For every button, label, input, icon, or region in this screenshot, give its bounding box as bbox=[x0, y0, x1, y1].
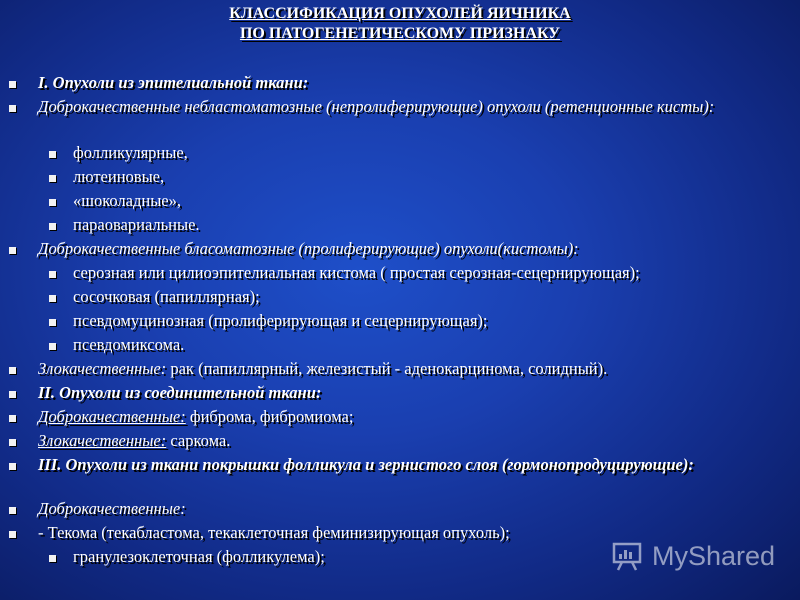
item-text: фиброма, фибромиома; bbox=[185, 407, 354, 426]
item-text: Доброкачественные бласоматозные (пролиферирующие) опухоли(кистомы): bbox=[38, 239, 579, 258]
bullet-icon bbox=[9, 531, 16, 538]
bullet-icon bbox=[9, 507, 16, 514]
list-item bbox=[38, 456, 788, 473]
bullet-icon bbox=[49, 343, 56, 350]
presentation-board-icon bbox=[612, 540, 646, 572]
bullet-icon bbox=[9, 391, 16, 398]
bullet-icon bbox=[9, 463, 16, 470]
list-item bbox=[38, 384, 788, 401]
bullet-icon bbox=[9, 439, 16, 446]
item-text: II. Опухоли из соединительной ткани: bbox=[38, 383, 322, 402]
list-item bbox=[38, 240, 788, 257]
item-text: I. Опухоли из эпителиальной ткани: bbox=[38, 73, 309, 92]
list-item bbox=[38, 408, 788, 425]
item-text: псевдомуцинозная (пролиферирующая и сецернирующая); bbox=[73, 311, 488, 330]
item-text: «шоколадные», bbox=[73, 191, 181, 210]
list-item bbox=[73, 168, 788, 185]
list-item bbox=[38, 98, 788, 115]
list-item bbox=[73, 312, 788, 329]
item-text: - Текома (текабластома, текаклеточная феминизирующая опухоль); bbox=[38, 523, 510, 542]
item-text: лютеиновые, bbox=[73, 167, 165, 186]
list-item bbox=[73, 336, 788, 353]
title-line-1: КЛАССИФИКАЦИЯ ОПУХОЛЕЙ ЯИЧНИКА bbox=[229, 5, 571, 22]
list-item bbox=[73, 264, 788, 281]
item-text: параовариальные. bbox=[73, 215, 200, 234]
item-label: Злокачественные: bbox=[38, 359, 167, 378]
bullet-icon bbox=[49, 295, 56, 302]
list-item bbox=[73, 288, 788, 305]
bullet-icon bbox=[9, 415, 16, 422]
bullet-icon bbox=[49, 175, 56, 182]
title-line-2: ПО ПАТОГЕНЕТИЧЕСКОМУ ПРИЗНАКУ bbox=[239, 25, 561, 42]
watermark-text: MyShared bbox=[652, 541, 776, 571]
watermark bbox=[612, 540, 792, 574]
list-item bbox=[73, 192, 788, 209]
list-item bbox=[38, 360, 788, 377]
bullet-icon bbox=[9, 247, 16, 254]
item-label: Доброкачественные: bbox=[38, 407, 186, 426]
bullet-icon bbox=[9, 105, 16, 112]
list-item bbox=[38, 500, 788, 517]
bullet-icon bbox=[49, 199, 56, 206]
item-text: сосочковая (папиллярная); bbox=[73, 287, 260, 306]
item-text: гранулезоклеточная (фолликулема); bbox=[73, 547, 325, 566]
list-item bbox=[38, 432, 788, 449]
list-item bbox=[38, 524, 788, 541]
item-text: Доброкачественные: bbox=[38, 499, 186, 518]
item-text: Доброкачественные небластоматозные (непролиферирующие) опухоли (ретенционные кисты): bbox=[38, 97, 715, 116]
bullet-icon bbox=[49, 151, 56, 158]
item-text: псевдомиксома. bbox=[73, 335, 185, 354]
slide-title bbox=[0, 4, 800, 44]
bullet-icon bbox=[49, 555, 56, 562]
item-text: рак (папиллярный, железистый - аденокарцинома, солидный). bbox=[166, 359, 608, 378]
list-item bbox=[73, 144, 788, 161]
item-text: серозная или цилиоэпителиальная кистома ( простая серозная-сецернирующая); bbox=[73, 263, 640, 282]
item-label: Злокачественные: bbox=[38, 431, 167, 450]
item-text: саркома. bbox=[166, 431, 231, 450]
bullet-icon bbox=[9, 81, 16, 88]
list-item bbox=[38, 74, 788, 91]
bullet-icon bbox=[9, 367, 16, 374]
bullet-icon bbox=[49, 319, 56, 326]
bullet-icon bbox=[49, 271, 56, 278]
item-text: III. Опухоли из ткани покрышки фолликула и зернистого слоя (гормонопродуцирующие): bbox=[38, 455, 694, 474]
list-item bbox=[73, 216, 788, 233]
item-text: фолликулярные, bbox=[73, 143, 188, 162]
bullet-icon bbox=[49, 223, 56, 230]
